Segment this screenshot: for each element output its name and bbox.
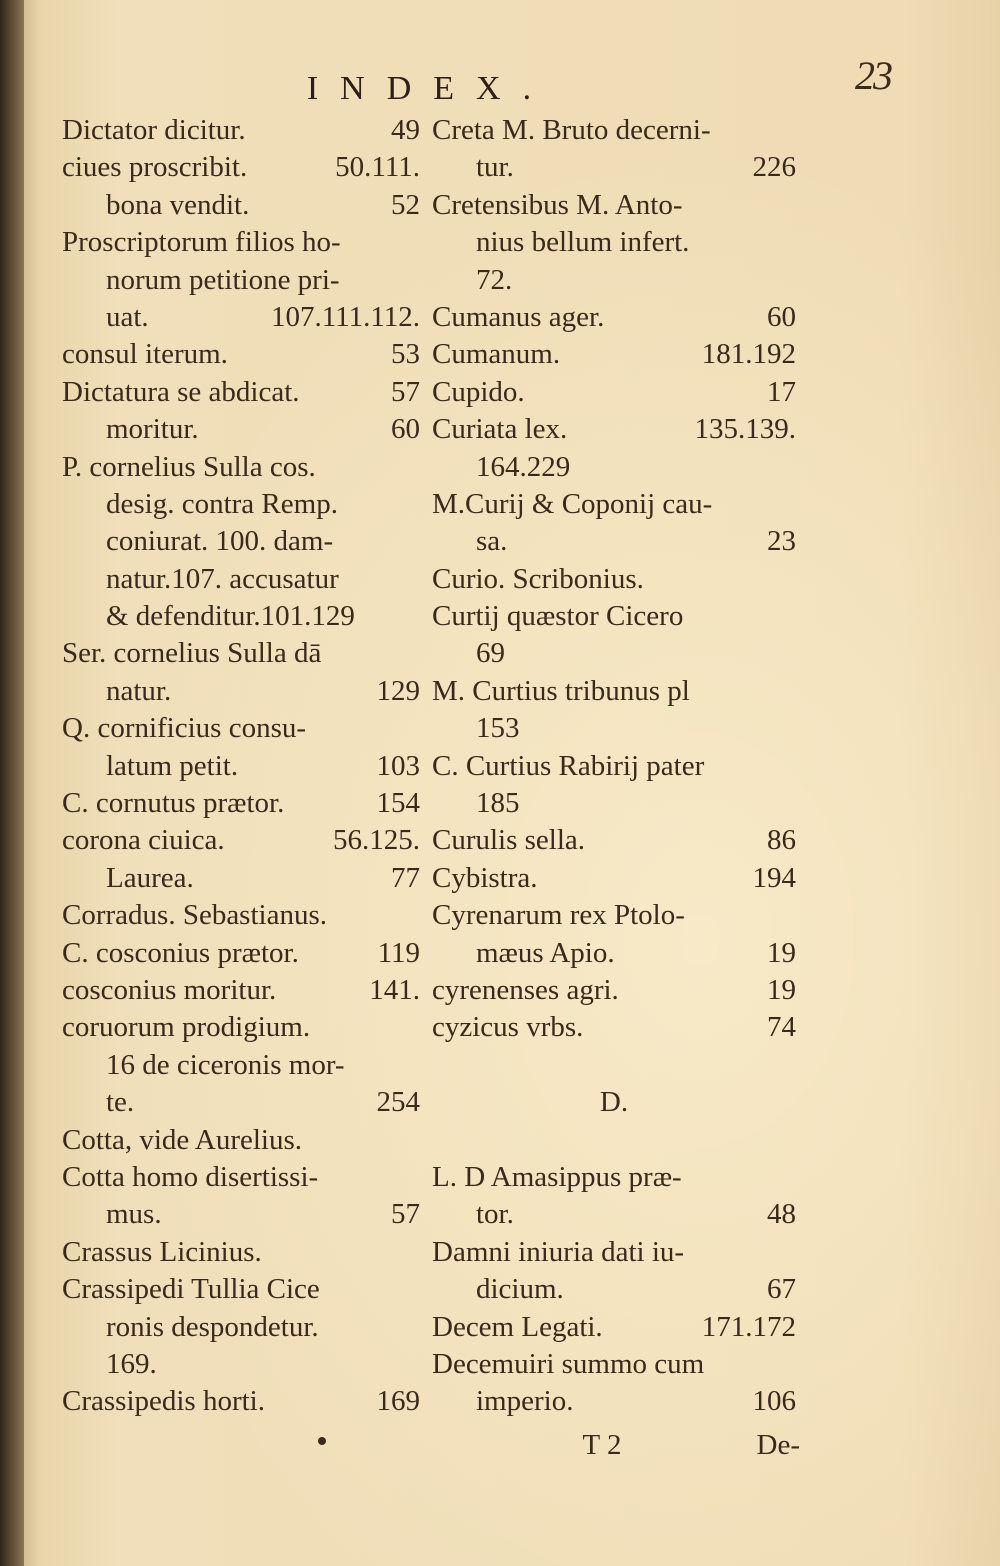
entry-page-ref: 57 — [391, 1198, 420, 1231]
entry-page-ref: 171.172 — [701, 1310, 796, 1343]
index-entry — [432, 748, 796, 785]
index-entry — [432, 1009, 796, 1046]
index-entry — [432, 710, 796, 747]
entry-text: 69 — [476, 637, 505, 670]
index-entry — [432, 523, 796, 560]
entry-page-ref: 106 — [752, 1385, 796, 1418]
entry-text: ronis despondetur. — [106, 1310, 319, 1343]
left-column — [62, 112, 420, 1421]
entry-text: Cotta, vide Aurelius. — [62, 1123, 303, 1156]
entry-text: Cretensibus M. Anto- — [432, 188, 683, 221]
entry-text: tor. — [476, 1198, 514, 1231]
index-entry — [432, 822, 796, 859]
index-entry — [62, 1271, 420, 1308]
index-entry — [62, 1084, 420, 1121]
index-entry — [62, 561, 420, 598]
index-entry — [432, 1159, 796, 1196]
index-entry — [62, 1234, 420, 1271]
index-entry — [432, 336, 796, 373]
entry-text: 169. — [106, 1347, 157, 1380]
index-entry — [62, 224, 420, 261]
entry-text: Cumanus ager. — [432, 300, 605, 333]
ornament-dot — [318, 1437, 326, 1445]
index-entry — [62, 710, 420, 747]
entry-text: Curiata lex. — [432, 413, 568, 446]
index-entry — [432, 1047, 796, 1084]
entry-text: L. D Amasippus præ- — [432, 1160, 682, 1193]
entry-page-ref: 226 — [752, 151, 796, 184]
entry-text: mæus Apio. — [476, 936, 615, 969]
entry-text: Dictatura se abdicat. — [62, 375, 300, 408]
entry-text: natur.107. accusatur — [106, 562, 339, 595]
index-entry — [62, 785, 420, 822]
entry-page-ref: 141. — [369, 973, 420, 1006]
entry-text: 72. — [476, 263, 513, 296]
entry-text: Creta M. Bruto decerni- — [432, 114, 711, 146]
entry-text: Q. cornificius consu- — [62, 712, 307, 745]
entry-text: latum petit. — [106, 749, 239, 782]
entry-text: C. Curtius Rabirij pater — [432, 749, 705, 782]
catchword: De- — [756, 1429, 800, 1461]
entry-text: Crassus Licinius. — [62, 1235, 262, 1268]
index-entry — [432, 897, 796, 934]
index-entry — [432, 935, 796, 972]
entry-page-ref: 74 — [767, 1011, 796, 1044]
entry-text: M.Curij & Coponij cau- — [432, 487, 713, 520]
index-entry — [62, 449, 420, 486]
index-entry — [432, 1196, 796, 1233]
index-entry — [432, 1309, 796, 1346]
entry-page-ref: 181.192 — [701, 338, 796, 371]
entry-text: 16 de ciceronis mor- — [106, 1048, 345, 1081]
entry-text: Cotta homo disertissi- — [62, 1160, 319, 1193]
index-entry — [62, 1309, 420, 1346]
page-header: INDEX. — [306, 70, 554, 107]
entry-text: uat. — [106, 300, 149, 333]
index-entry — [62, 262, 420, 299]
entry-text: 164.229 — [476, 450, 571, 483]
entry-text: Curulis sella. — [432, 824, 586, 857]
index-entry — [62, 860, 420, 897]
entry-text: Laurea. — [106, 861, 194, 894]
entry-page-ref: 129 — [376, 674, 420, 707]
index-entry — [62, 673, 420, 710]
index-entry — [432, 374, 796, 411]
entry-text: corona ciuica. — [62, 824, 225, 857]
index-entry — [432, 1383, 796, 1420]
index-entry — [62, 299, 420, 336]
entry-page-ref: 53 — [391, 338, 420, 371]
entry-page-ref: 254 — [376, 1086, 420, 1119]
index-entry — [62, 1383, 420, 1420]
right-column — [432, 112, 796, 1421]
entry-page-ref: 57 — [391, 375, 420, 408]
entry-page-ref: 169 — [376, 1385, 420, 1418]
entry-page-ref: 48 — [767, 1198, 796, 1231]
index-entry — [432, 972, 796, 1009]
entry-text: desig. contra Remp. — [106, 487, 338, 520]
entry-text: Dictator dicitur. — [62, 114, 246, 146]
entry-text: Curio. Scribonius. — [432, 562, 644, 595]
entry-text: imperio. — [476, 1385, 574, 1418]
index-entry — [432, 262, 796, 299]
entry-text: sa. — [476, 525, 508, 558]
index-entry — [62, 897, 420, 934]
index-entry — [432, 785, 796, 822]
entry-text: cyzicus vrbs. — [432, 1011, 584, 1044]
index-entry — [432, 299, 796, 336]
index-entry — [432, 1271, 796, 1308]
entry-text: consul iterum. — [62, 338, 228, 371]
index-entry — [62, 635, 420, 672]
entry-text: coniurat. 100. dam- — [106, 525, 334, 558]
entry-page-ref: 19 — [767, 936, 796, 969]
entry-text: Curtij quæstor Cicero — [432, 600, 684, 633]
entry-text: cosconius moritur. — [62, 973, 277, 1006]
entry-text: Cyrenarum rex Ptolo- — [432, 899, 685, 932]
entry-text: natur. — [106, 674, 172, 707]
index-entry — [432, 1084, 796, 1121]
index-entry — [432, 224, 796, 261]
book-binding — [0, 0, 24, 1566]
entry-text: mus. — [106, 1198, 162, 1231]
index-entry — [432, 673, 796, 710]
entry-text: ciues proscribit. — [62, 151, 248, 184]
index-entry — [62, 523, 420, 560]
entry-page-ref: 67 — [767, 1273, 796, 1306]
entry-text: Decem Legati. — [432, 1310, 603, 1343]
entry-page-ref: 50.111. — [335, 151, 420, 184]
index-entry — [62, 1009, 420, 1046]
index-entry — [432, 149, 796, 186]
index-entry — [62, 336, 420, 373]
entry-text: Corradus. Sebastianus. — [62, 899, 327, 932]
entry-text: Cupido. — [432, 375, 525, 408]
index-entry — [62, 822, 420, 859]
entry-text: D. — [599, 1086, 629, 1119]
index-entry — [432, 1346, 796, 1383]
entry-text: Crassipedis horti. — [62, 1385, 265, 1418]
entry-text: & defenditur.101.129 — [106, 600, 355, 633]
index-entry — [62, 748, 420, 785]
index-entry — [432, 635, 796, 672]
entry-text: P. cornelius Sulla cos. — [62, 450, 316, 483]
entry-page-ref: 23 — [767, 525, 796, 558]
signature-mark: T 2 — [582, 1429, 622, 1461]
index-entry — [62, 1346, 420, 1383]
index-entry — [432, 561, 796, 598]
entry-page-ref: 19 — [767, 973, 796, 1006]
entry-text: moritur. — [106, 413, 199, 446]
entry-page-ref: 56.125. — [333, 824, 420, 857]
index-entry — [432, 411, 796, 448]
index-entry — [432, 860, 796, 897]
index-entry — [432, 112, 796, 149]
index-entry — [62, 486, 420, 523]
entry-text: C. cosconius prætor. — [62, 936, 299, 969]
entry-text: Damni iniuria dati iu- — [432, 1235, 685, 1268]
index-entry — [62, 1196, 420, 1233]
entry-text: Decemuiri summo cum — [432, 1347, 705, 1380]
index-entry — [62, 187, 420, 224]
entry-page-ref: 77 — [391, 861, 420, 894]
entry-text: coruorum prodigium. — [62, 1011, 311, 1044]
entry-text: 153 — [476, 712, 520, 745]
index-entry — [62, 374, 420, 411]
entry-text: norum petitione pri- — [106, 263, 340, 296]
entry-text: C. cornutus prætor. — [62, 787, 285, 820]
entry-text: Proscriptorum filios ho- — [62, 226, 341, 259]
index-entry — [62, 112, 420, 149]
entry-page-ref: 60 — [767, 300, 796, 333]
index-entry — [432, 1234, 796, 1271]
entry-text: Crassipedi Tullia Cice — [62, 1273, 320, 1306]
entry-text: Cybistra. — [432, 861, 538, 894]
entry-page-ref: 154 — [376, 787, 420, 820]
entry-text: Ser. cornelius Sulla dā — [62, 637, 322, 670]
index-entry — [62, 1159, 420, 1196]
entry-text: dicium. — [476, 1273, 564, 1306]
index-entry — [432, 598, 796, 635]
index-entry — [62, 935, 420, 972]
entry-page-ref: 49 — [391, 114, 420, 146]
entry-page-ref: 194 — [752, 861, 796, 894]
index-entry — [432, 187, 796, 224]
entry-page-ref: 60 — [391, 413, 420, 446]
index-entry — [62, 1047, 420, 1084]
entry-text: cyrenenses agri. — [432, 973, 619, 1006]
entry-page-ref: 119 — [377, 936, 420, 969]
index-entry — [62, 411, 420, 448]
index-entry — [62, 598, 420, 635]
entry-text: nius bellum infert. — [476, 226, 690, 259]
entry-text: tur. — [476, 151, 514, 184]
entry-text: 185 — [476, 787, 520, 820]
index-entry — [62, 1122, 420, 1159]
entry-page-ref: 86 — [767, 824, 796, 857]
index-entry — [432, 449, 796, 486]
entry-text: bona vendit. — [106, 188, 250, 221]
index-entry — [62, 972, 420, 1009]
entry-page-ref: 52 — [391, 188, 420, 221]
entry-page-ref: 17 — [767, 375, 796, 408]
entry-page-ref: 107.111.112. — [270, 300, 420, 333]
entry-text: M. Curtius tribunus pl — [432, 674, 690, 707]
page-number: 23 — [855, 53, 891, 98]
entry-text: Cumanum. — [432, 338, 561, 371]
index-entry — [432, 1122, 796, 1159]
entry-page-ref: 135.139. — [694, 413, 796, 446]
index-entry — [62, 149, 420, 186]
entry-text: te. — [106, 1086, 135, 1119]
index-entry — [432, 486, 796, 523]
entry-page-ref: 103 — [376, 749, 420, 782]
